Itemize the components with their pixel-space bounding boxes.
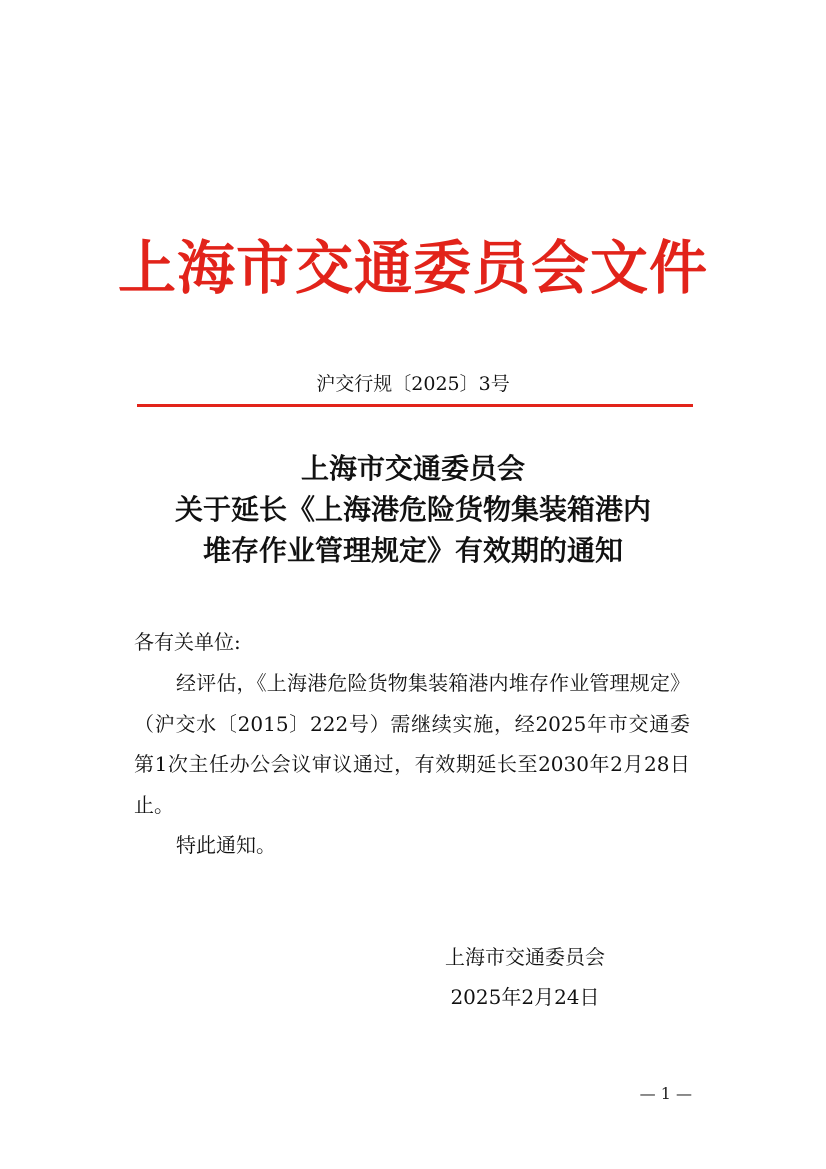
document-number: 沪交行规〔2025〕3号 [316,373,510,395]
red-divider-line [137,404,693,407]
notice-title [0,448,826,571]
body-text [134,663,690,866]
notice-title-line-3: 堆存作业管理规定》有效期的通知 [202,534,623,567]
signature-date: 2025年2月24日 [450,985,600,1009]
salutation: 各有关单位: [134,630,241,654]
notice-title-line-2: 关于延长《上海港危险货物集装箱港内 [174,493,651,526]
issuer-header: 上海市交通委员会文件 [117,234,708,302]
notice-title-line-1: 上海市交通委员会 [300,452,525,485]
body-paragraph-closing: 特此通知。 [176,833,276,857]
signature-block [420,937,630,1017]
body-paragraph-main: 经评估，《上海港危险货物集装箱港内堆存作业管理规定》（沪交水〔2015〕222号）需继续实施，经2025年市交通委第1次主任办公会议审议通过，有效期延长至2030年2月28日止。 [134,671,690,817]
signature-organization: 上海市交通委员会 [445,945,605,969]
page-number: — 1 — [639,1084,692,1103]
